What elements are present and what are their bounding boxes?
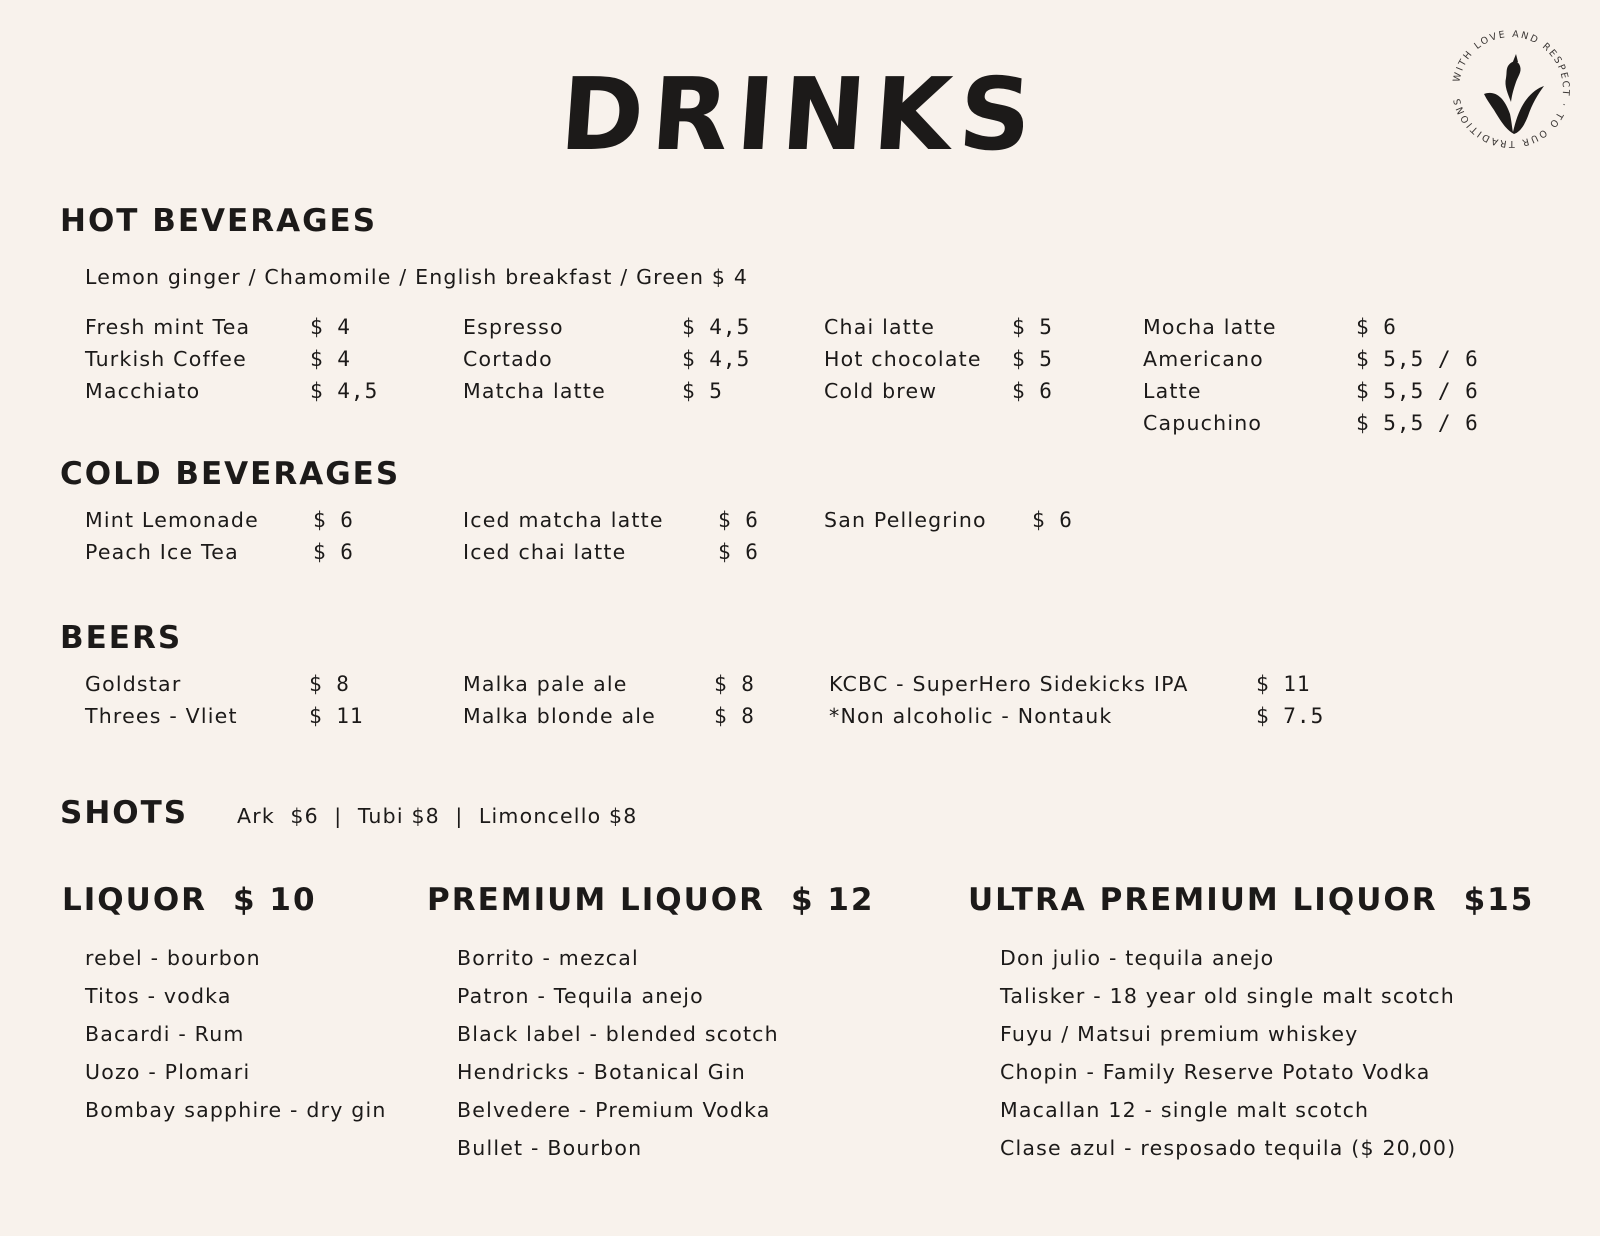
- ultra-heading-price: $15: [1463, 882, 1535, 918]
- section-heading-ultra: [968, 882, 1534, 918]
- menu-item-name: Mint Lemonade: [85, 508, 259, 532]
- menu-item-price: $ 6: [313, 540, 354, 564]
- menu-item-price: $ 4,5: [682, 347, 751, 371]
- liquor-item: Titos - vodka: [85, 984, 232, 1008]
- liquor-heading-price: $ 10: [233, 882, 317, 918]
- menu-item-price: $ 7.5: [1256, 704, 1325, 728]
- section-heading-liquor: [62, 882, 317, 918]
- section-heading-shots: SHOTS: [60, 795, 189, 831]
- premium-item: Bullet - Bourbon: [457, 1136, 643, 1160]
- menu-item-price: $ 5,5 / 6: [1356, 379, 1479, 403]
- liquor-item: Bacardi - Rum: [85, 1022, 245, 1046]
- brand-seal-graphic: [1446, 24, 1576, 154]
- menu-item-name: Matcha latte: [463, 379, 606, 403]
- ultra-heading-label: ULTRA PREMIUM LIQUOR: [968, 882, 1438, 918]
- premium-item: Hendricks - Botanical Gin: [457, 1060, 746, 1084]
- menu-item-name: Cold brew: [824, 379, 938, 403]
- hand-drawn-plant-logo-icon: [1484, 54, 1544, 134]
- menu-item-name: Espresso: [463, 315, 564, 339]
- liquor-item: Bombay sapphire - dry gin: [85, 1098, 387, 1122]
- menu-item-price: $ 8: [714, 704, 755, 728]
- menu-item-name: Goldstar: [85, 672, 182, 696]
- section-heading-premium: [427, 882, 875, 918]
- menu-item-name: Turkish Coffee: [85, 347, 247, 371]
- premium-item: Patron - Tequila anejo: [457, 984, 704, 1008]
- menu-item-price: $ 6: [1356, 315, 1397, 339]
- menu-item-price: $ 6: [1012, 379, 1053, 403]
- menu-item-price: $ 5: [682, 379, 723, 403]
- menu-item-name: KCBC - SuperHero Sidekicks IPA: [829, 672, 1189, 696]
- menu-item-name: Cortado: [463, 347, 553, 371]
- menu-item-name: Americano: [1143, 347, 1264, 371]
- premium-item: Black label - blended scotch: [457, 1022, 779, 1046]
- menu-item-name: San Pellegrino: [824, 508, 987, 532]
- menu-item-name: Hot chocolate: [824, 347, 982, 371]
- section-heading-beers: BEERS: [60, 620, 183, 656]
- menu-item-price: $ 4: [310, 347, 351, 371]
- menu-item-price: $ 4,5: [682, 315, 751, 339]
- menu-item-price: $ 6: [1032, 508, 1073, 532]
- ultra-item: Talisker - 18 year old single malt scotch: [1000, 984, 1455, 1008]
- premium-item: Belvedere - Premium Vodka: [457, 1098, 771, 1122]
- section-heading-hot: HOT BEVERAGES: [60, 203, 378, 239]
- menu-item-price: $ 6: [718, 540, 759, 564]
- liquor-item: rebel - bourbon: [85, 946, 261, 970]
- menu-item-name: Peach Ice Tea: [85, 540, 239, 564]
- menu-item-name: Iced chai latte: [463, 540, 627, 564]
- tea-line: Lemon ginger / Chamomile / English breakfast / Green $ 4: [85, 265, 749, 289]
- menu-item-price: $ 4: [310, 315, 351, 339]
- ultra-item: Macallan 12 - single malt scotch: [1000, 1098, 1370, 1122]
- ultra-item: Don julio - tequila anejo: [1000, 946, 1275, 970]
- menu-item-price: $ 11: [309, 704, 364, 728]
- liquor-item: Uozo - Plomari: [85, 1060, 251, 1084]
- menu-item-name: Chai latte: [824, 315, 936, 339]
- menu-item-price: $ 6: [718, 508, 759, 532]
- menu-item-name: Capuchino: [1143, 411, 1263, 435]
- menu-item-price: $ 4,5: [310, 379, 379, 403]
- menu-item-price: $ 5: [1012, 347, 1053, 371]
- premium-heading-price: $ 12: [791, 882, 875, 918]
- section-heading-cold: COLD BEVERAGES: [60, 456, 401, 492]
- menu-item-price: $ 5,5 / 6: [1356, 347, 1479, 371]
- menu-item-name: Macchiato: [85, 379, 201, 403]
- premium-heading-label: PREMIUM LIQUOR: [427, 882, 765, 918]
- menu-item-name: Mocha latte: [1143, 315, 1277, 339]
- menu-item-name: Fresh mint Tea: [85, 315, 251, 339]
- menu-item-name: Iced matcha latte: [463, 508, 664, 532]
- ultra-item: Fuyu / Matsui premium whiskey: [1000, 1022, 1359, 1046]
- menu-item-price: $ 11: [1256, 672, 1311, 696]
- ultra-item: Chopin - Family Reserve Potato Vodka: [1000, 1060, 1431, 1084]
- menu-item-price: $ 8: [714, 672, 755, 696]
- liquor-heading-label: LIQUOR: [62, 882, 208, 918]
- shots-line: Ark $6 | Tubi $8 | Limoncello $8: [237, 804, 638, 828]
- menu-item-name: *Non alcoholic - Nontauk: [829, 704, 1113, 728]
- menu-item-name: Latte: [1143, 379, 1202, 403]
- premium-item: Borrito - mezcal: [457, 946, 639, 970]
- menu-item-name: Malka blonde ale: [463, 704, 656, 728]
- brand-seal: [1446, 24, 1576, 154]
- menu-item-name: Threes - Vliet: [85, 704, 238, 728]
- page-title: DRINKS: [556, 56, 1044, 173]
- menu-item-price: $ 8: [309, 672, 350, 696]
- seal-text: WITH LOVE AND RESPECT · TO OUR TRADITIONS: [1451, 28, 1572, 150]
- ultra-item: Clase azul - resposado tequila ($ 20,00): [1000, 1136, 1457, 1160]
- menu-item-price: $ 5: [1012, 315, 1053, 339]
- menu-item-price: $ 6: [313, 508, 354, 532]
- menu-item-price: $ 5,5 / 6: [1356, 411, 1479, 435]
- menu-item-name: Malka pale ale: [463, 672, 628, 696]
